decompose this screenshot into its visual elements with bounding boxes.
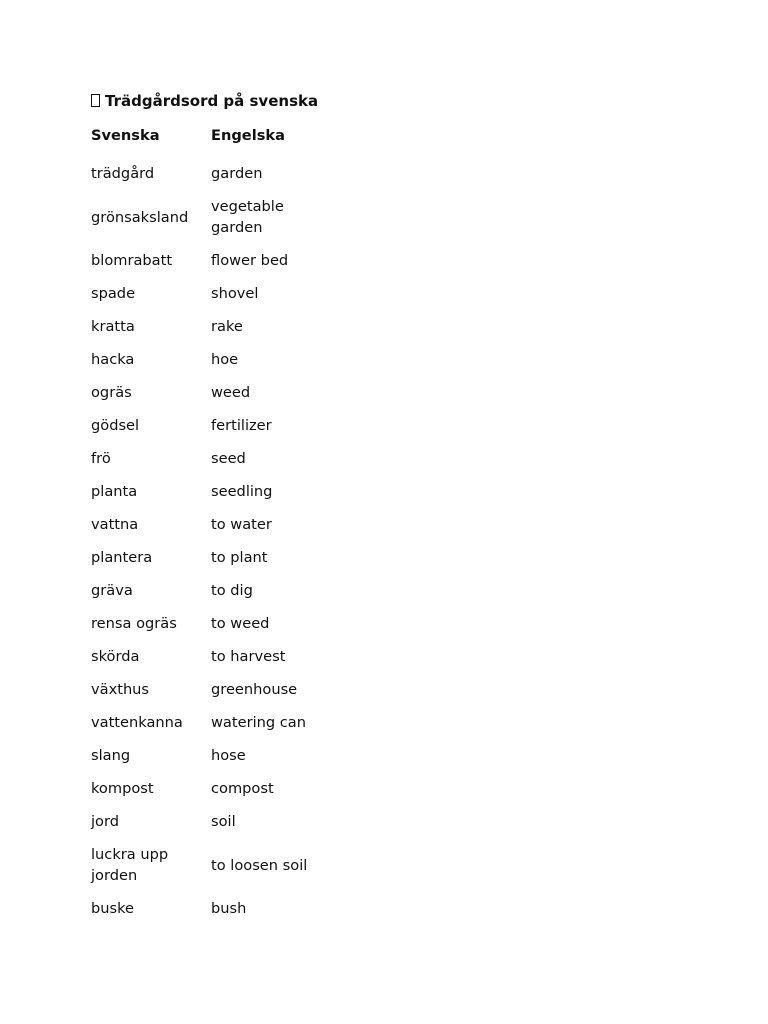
table-row [91,739,331,772]
swedish-word: vattna [91,516,139,533]
vocabulary-table [91,124,331,925]
table-row [91,640,331,673]
document-page [91,90,331,925]
english-translation: bush [211,900,247,917]
english-translation: seed [211,450,246,467]
english-translation: rake [211,318,243,335]
column-header-english: Engelska [211,126,285,144]
swedish-word: jord [91,813,119,830]
english-translation: to plant [211,549,268,566]
english-translation: garden [211,165,263,182]
swedish-word: luckra upp jorden [91,846,169,884]
english-translation: weed [211,384,251,401]
swedish-word: rensa ogräs [91,615,177,632]
swedish-word: hacka [91,351,135,368]
table-row [91,838,331,892]
table-row [91,772,331,805]
swedish-word: skörda [91,648,140,665]
table-row [91,244,331,277]
table-row [91,157,331,190]
table-row [91,475,331,508]
swedish-word: gräva [91,582,133,599]
swedish-word: gödsel [91,417,140,434]
table-row [91,673,331,706]
seedling-icon [91,94,100,107]
swedish-word: grönsaksland [91,208,189,226]
english-translation: to harvest [211,648,286,665]
table-row [91,376,331,409]
table-header-row [91,124,331,157]
swedish-word: trädgård [91,165,155,182]
english-translation: watering can [211,714,307,731]
english-translation: vegetable garden [211,198,284,236]
page-title [91,90,331,112]
table-row [91,442,331,475]
swedish-word: kompost [91,780,154,797]
english-translation: hoe [211,351,239,368]
english-translation: to dig [211,582,253,599]
swedish-word: spade [91,285,136,302]
table-row [91,310,331,343]
swedish-word: växthus [91,681,150,698]
table-row [91,805,331,838]
table-row [91,409,331,442]
swedish-word: frö [91,450,111,467]
english-translation: to loosen soil [211,856,308,874]
swedish-word: slang [91,747,131,764]
english-translation: to weed [211,615,270,632]
english-translation: shovel [211,285,259,302]
swedish-word: ogräs [91,384,132,401]
table-body [91,157,331,925]
swedish-word: kratta [91,318,135,335]
column-header-swedish: Svenska [91,126,160,144]
swedish-word: planta [91,483,138,500]
table-row [91,190,331,244]
table-row [91,892,331,925]
table-row [91,277,331,310]
table-row [91,574,331,607]
english-translation: soil [211,813,236,830]
swedish-word: blomrabatt [91,252,173,269]
english-translation: seedling [211,483,273,500]
swedish-word: plantera [91,549,153,566]
english-translation: flower bed [211,252,289,269]
english-translation: to water [211,516,272,533]
page-title-text: Trädgårdsord på svenska [105,92,319,110]
table-row [91,343,331,376]
english-translation: fertilizer [211,417,272,434]
swedish-word: vattenkanna [91,714,183,731]
table-row [91,706,331,739]
english-translation: compost [211,780,274,797]
english-translation: greenhouse [211,681,298,698]
table-row [91,541,331,574]
english-translation: hose [211,747,246,764]
swedish-word: buske [91,900,135,917]
table-row [91,508,331,541]
table-row [91,607,331,640]
